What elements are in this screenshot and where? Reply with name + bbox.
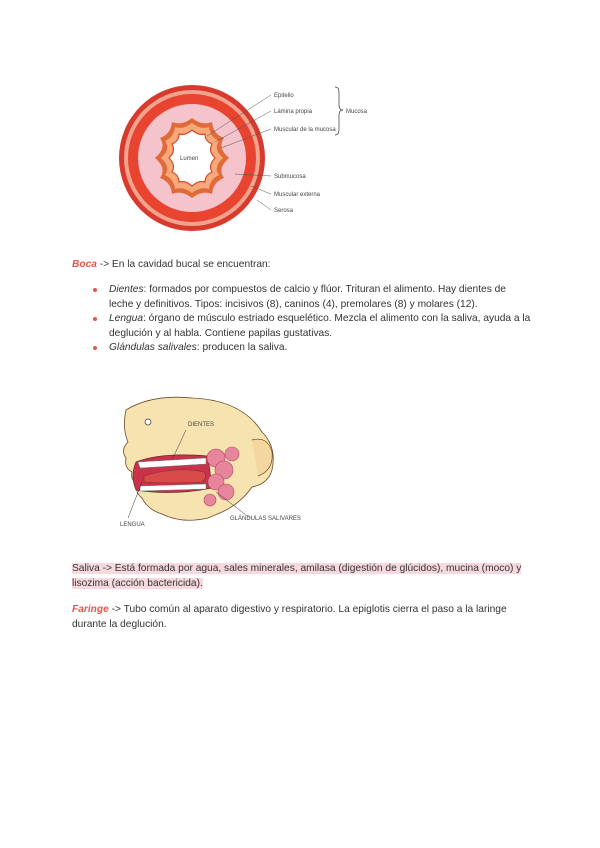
dientes-text: : formados por compuestos de calcio y flúor. Trituran el alimento. Hay dientes de leche y definitivos. Tipos: incisivos (8), caninos (4), premolares (8) y molares (12). — [109, 284, 506, 310]
dientes-term: Dientes — [109, 284, 144, 295]
saliva-text: Saliva -> Está formada por agua, sales minerales, amilasa (digestión de glúcidos), mucina (moco) y lisozima (acción bactericida). — [72, 563, 522, 589]
mouth-salivary-glands-diagram — [112, 392, 301, 532]
list-item-glandulas — [72, 341, 532, 356]
lengua-text: : órgano de músculo estriado esquelético. Mezcla el alimento con la saliva, ayuda a la deglución y al habla. Contiene papilas gustativas. — [109, 313, 531, 339]
bullet-icon — [93, 346, 97, 350]
list-item-dientes — [72, 283, 532, 312]
boca-intro: -> En la cavidad bucal se encuentran: — [96, 259, 271, 270]
saliva-paragraph — [72, 562, 532, 591]
faringe-title: Faringe — [72, 604, 109, 615]
digestive-tube-cross-section-diagram — [125, 78, 385, 238]
lumen-label: Lumen — [180, 156, 199, 162]
mucosa-label: Mucosa — [346, 109, 368, 115]
muscular-externa-label: Muscular externa — [274, 192, 321, 198]
muscular-mucosa-label: Muscular de la mucosa — [274, 127, 336, 133]
bullet-icon — [93, 288, 97, 292]
boca-title: Boca — [72, 259, 97, 270]
epitelio-label: Epitelio — [274, 93, 294, 99]
serosa-label: Serosa — [274, 208, 294, 214]
lamina-propia-label: Lámina propia — [274, 109, 313, 115]
submucosa-label: Submucosa — [274, 174, 306, 180]
bullet-icon — [93, 317, 97, 321]
mucosa-brace — [335, 87, 343, 135]
glandulas-text: : producen la saliva. — [196, 342, 288, 353]
glandulas-label: GLÁNDULAS SALIVARES — [230, 516, 301, 522]
glandulas-term: Glándulas salivales — [109, 342, 197, 353]
boca-paragraph — [72, 258, 532, 273]
eye-icon — [145, 419, 151, 425]
dientes-label: DIENTES — [188, 422, 215, 428]
faringe-paragraph — [72, 603, 532, 632]
list-item-lengua — [72, 312, 532, 341]
boca-list — [72, 283, 532, 356]
faringe-text: -> Tubo común al aparato digestivo y respiratorio. La epiglotis cierra el paso a la laringe durante la deglución. — [72, 604, 507, 630]
lengua-term: Lengua — [109, 313, 143, 324]
lengua-label: LENGUA — [120, 522, 145, 528]
